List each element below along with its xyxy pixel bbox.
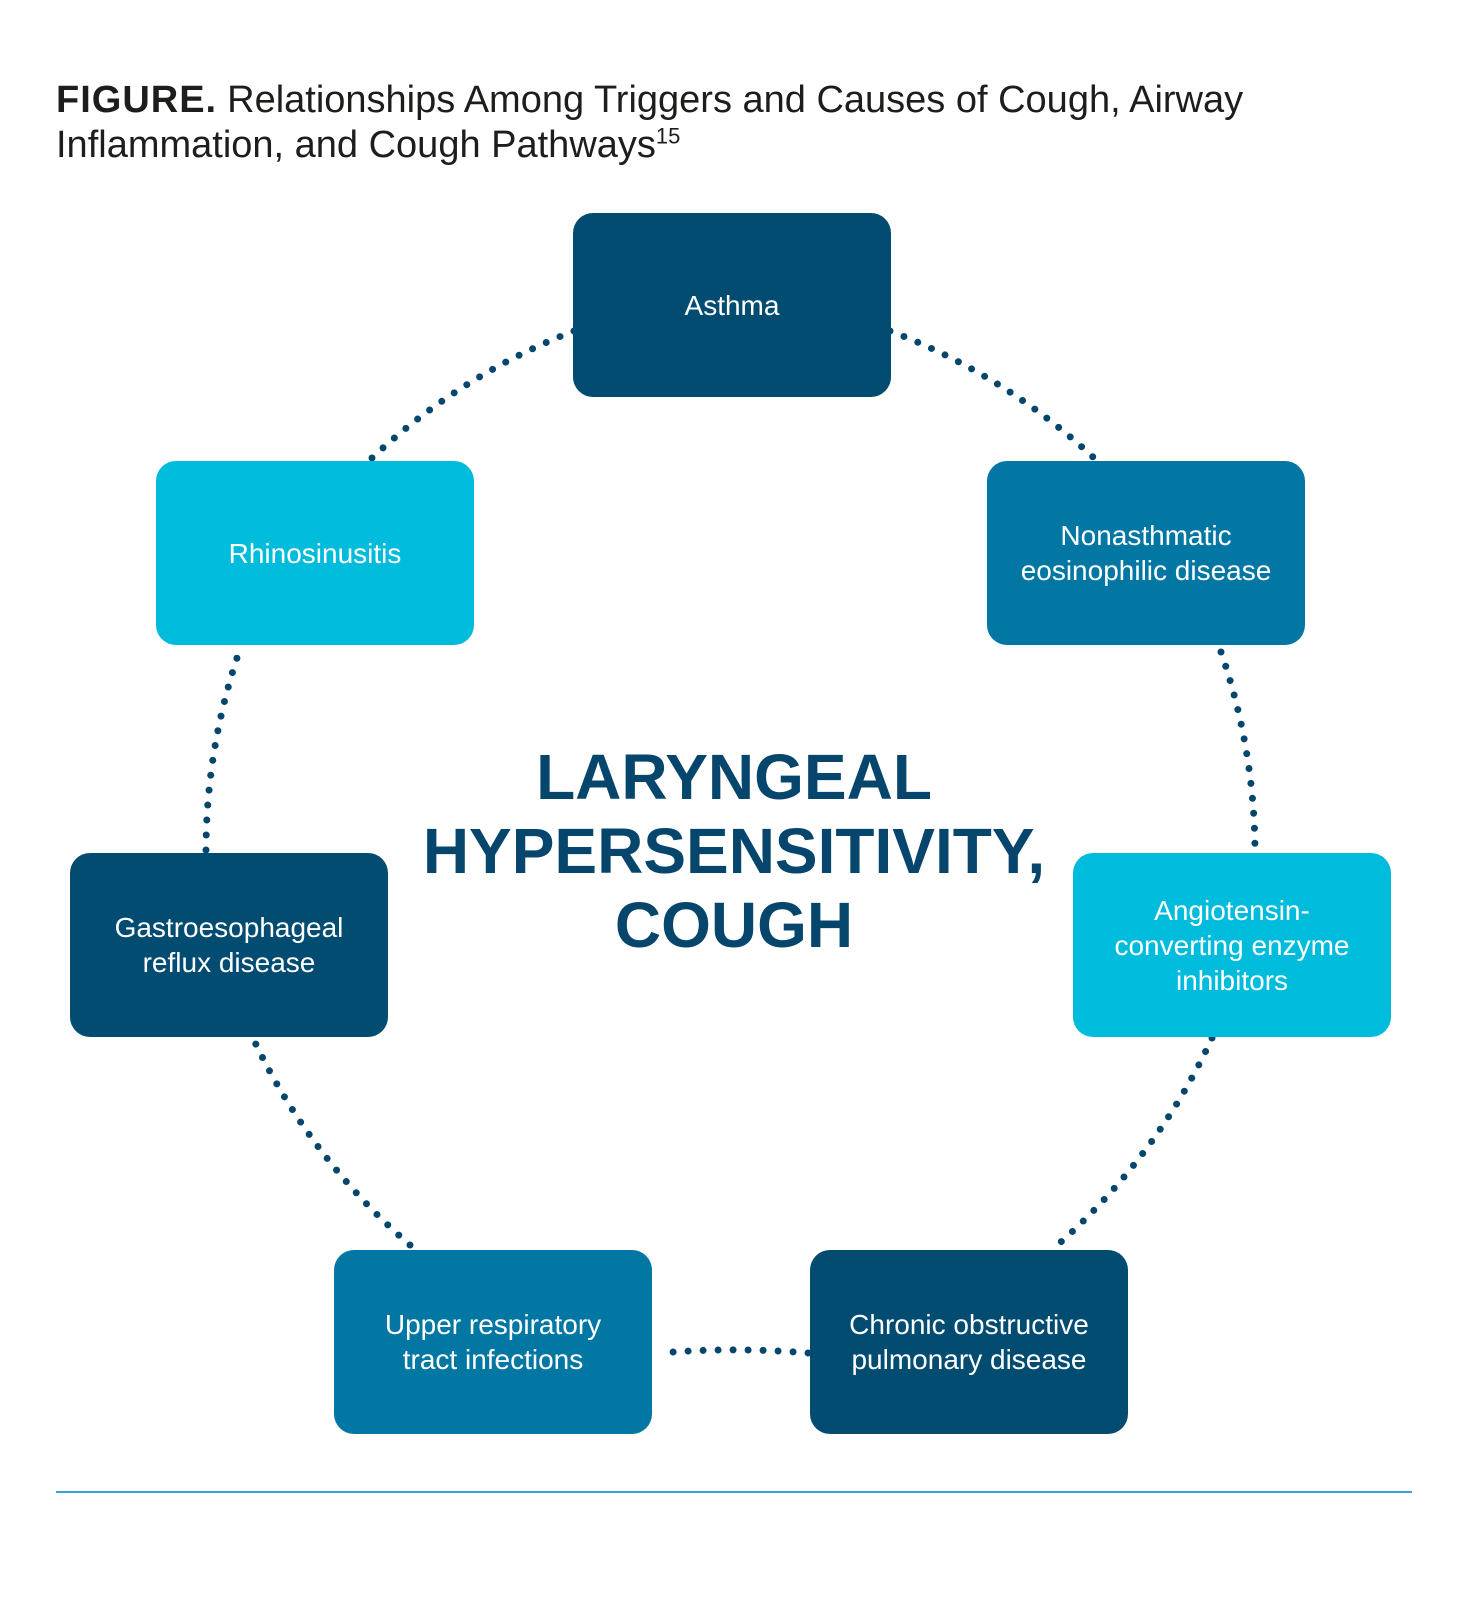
node-rhinosinusitis-label: Rhinosinusitis: [228, 537, 402, 569]
connector-uri-gerd: [252, 1036, 410, 1245]
connector-copd-uri: [660, 1350, 808, 1353]
connector-nonasthmatic-ace: [1221, 652, 1255, 851]
node-upper-respiratory-tract-infections: [334, 1250, 652, 1434]
node-uri-label: Upper respiratory tract infections: [384, 1309, 602, 1375]
connector-rhino-asthma: [372, 331, 574, 458]
center-label-line-1: LARYNGEAL: [536, 741, 932, 813]
node-copd-label: Chronic obstructive pulmonary disease: [849, 1309, 1089, 1375]
connector-gerd-rhino: [206, 652, 239, 850]
node-ace-inhibitors: [1073, 853, 1391, 1037]
node-asthma-label: Asthma: [684, 289, 780, 321]
node-nonasthmatic-label: Nonasthmatic eosinophilic disease: [1020, 520, 1272, 586]
center-label-line-3: COUGH: [614, 889, 854, 961]
connector-ace-copd: [1054, 1038, 1212, 1248]
node-copd: [810, 1250, 1128, 1434]
connector-asthma-nonasthmatic: [890, 331, 1094, 458]
node-nonasthmatic-eosinophilic-disease: [987, 461, 1305, 645]
figure-reference: 15: [655, 123, 681, 149]
node-asthma: [573, 213, 891, 397]
center-label: [420, 740, 1048, 962]
node-ace-label: Angiotensin-converting enzyme inhibitors: [1114, 894, 1350, 996]
figure-label: FIGURE.: [56, 79, 218, 121]
figure-title-text: Relationships Among Triggers and Causes of Cough, Airway Inflammation, and Cough Pathways: [56, 79, 1244, 166]
bottom-divider: [56, 1491, 1412, 1493]
center-label-line-2: HYPERSENSITIVITY,: [422, 815, 1046, 887]
node-gerd-label: Gastroesophageal reflux disease: [114, 912, 344, 978]
node-gerd: [70, 853, 388, 1037]
node-rhinosinusitis: [156, 461, 474, 645]
